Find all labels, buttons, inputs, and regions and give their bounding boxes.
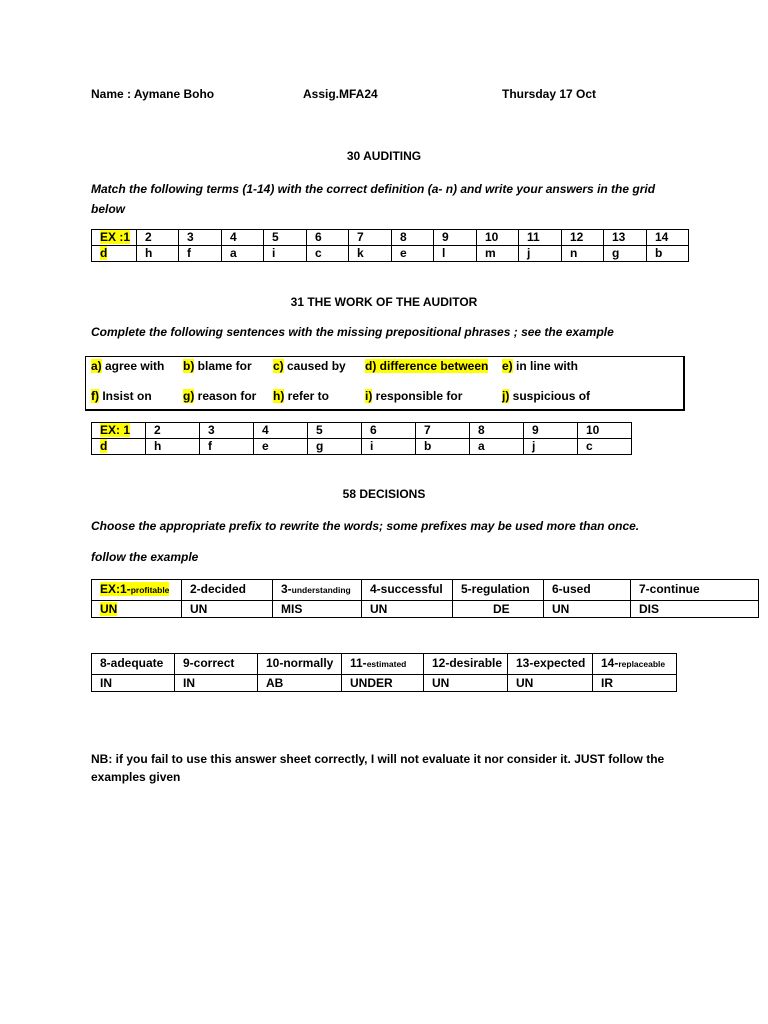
decision-row2-prefix-answer bbox=[508, 675, 593, 692]
decision-row1-prefix-answer bbox=[92, 601, 182, 618]
auditor-answer-grid bbox=[91, 422, 632, 455]
decisions-grid-row2 bbox=[91, 653, 677, 692]
phrase-option bbox=[91, 359, 164, 373]
auditing-answer-cell bbox=[647, 246, 689, 262]
auditing-term-number bbox=[137, 230, 179, 246]
auditor-sentence-number-text: 9 bbox=[532, 423, 539, 437]
auditing-term-number bbox=[477, 230, 519, 246]
decision-row1-prefix-text: DE bbox=[493, 602, 510, 616]
decision-row2-prefix-text: UNDER bbox=[350, 676, 393, 690]
auditor-answer-cell bbox=[146, 439, 200, 455]
auditing-answer-cell bbox=[264, 246, 307, 262]
auditor-sentence-number bbox=[416, 423, 470, 439]
auditor-answer-cell-text: d bbox=[100, 439, 108, 453]
auditing-term-number-text: 6 bbox=[315, 230, 322, 244]
auditor-sentence-number bbox=[578, 423, 632, 439]
auditing-answer-cell-text: n bbox=[570, 246, 578, 260]
decision-row1-word-cell bbox=[182, 580, 273, 601]
decision-row1-word-small: profitable bbox=[130, 585, 170, 595]
decision-row1-word-number: 3- bbox=[281, 582, 292, 596]
auditor-answer-cell bbox=[254, 439, 308, 455]
decision-row2-prefix-answer bbox=[342, 675, 424, 692]
phrase-option bbox=[273, 359, 346, 373]
auditing-answer-cell bbox=[137, 246, 179, 262]
decision-row1-word-cell bbox=[453, 580, 544, 601]
decision-row2-prefix-text: IN bbox=[100, 676, 112, 690]
auditing-term-number-text: 7 bbox=[357, 230, 364, 244]
auditing-answer-cell bbox=[307, 246, 349, 262]
auditor-sentence-number-text: 2 bbox=[154, 423, 161, 437]
decision-row1-prefix-answer bbox=[453, 601, 544, 618]
decision-row1-prefix-text: MIS bbox=[281, 602, 303, 616]
auditor-answer-cell bbox=[524, 439, 578, 455]
phrase-letter: c) bbox=[273, 359, 284, 373]
phrase-letter: d) difference between bbox=[365, 359, 489, 373]
phrase-text: refer to bbox=[284, 389, 330, 403]
auditor-sentence-number bbox=[92, 423, 146, 439]
phrase-text: in line with bbox=[512, 359, 579, 373]
auditing-term-number-text: 8 bbox=[400, 230, 407, 244]
section-31-title: 31 THE WORK OF THE AUDITOR bbox=[290, 295, 478, 309]
student-name: Name : Aymane Boho bbox=[91, 87, 215, 101]
section-58-title: 58 DECISIONS bbox=[342, 487, 426, 501]
auditing-term-number bbox=[392, 230, 434, 246]
phrase-letter: h) bbox=[273, 389, 285, 403]
auditor-sentence-number bbox=[524, 423, 578, 439]
auditor-sentence-number bbox=[308, 423, 362, 439]
decision-row2-prefix-text: UN bbox=[516, 676, 534, 690]
auditing-answer-cell-text: m bbox=[485, 246, 496, 260]
auditing-answer-cell bbox=[349, 246, 392, 262]
auditor-sentence-number-text: 5 bbox=[316, 423, 323, 437]
auditor-answer-cell bbox=[308, 439, 362, 455]
phrase-option bbox=[183, 389, 256, 403]
decision-row2-word-number: 12-desirable bbox=[432, 656, 503, 670]
auditing-answer-cell bbox=[434, 246, 477, 262]
auditor-answer-cell-text: e bbox=[262, 439, 269, 453]
section-58-instruction: Choose the appropriate prefix to rewrite the words; some prefixes may be used more than once. bbox=[91, 519, 640, 533]
decision-row2-word-cell bbox=[593, 654, 677, 675]
decision-row1-prefix-text: UN bbox=[370, 602, 388, 616]
decision-row2-word-cell bbox=[258, 654, 342, 675]
auditing-term-number-text: 13 bbox=[612, 230, 626, 244]
phrase-letter: b) bbox=[183, 359, 195, 373]
auditing-term-number-text: 11 bbox=[527, 230, 540, 244]
decisions-grid-row1 bbox=[91, 579, 759, 618]
auditing-term-number bbox=[222, 230, 264, 246]
phrase-text: blame for bbox=[194, 359, 252, 373]
evaluation-note: NB: if you fail to use this answer sheet correctly, I will not evaluate it nor consider it. JUST follow the examples given bbox=[91, 752, 665, 784]
auditing-answer-cell bbox=[519, 246, 562, 262]
phrase-option bbox=[91, 389, 152, 403]
phrase-letter: e) bbox=[502, 359, 513, 373]
decision-row2-word-cell bbox=[342, 654, 424, 675]
auditing-term-number-text: 10 bbox=[485, 230, 499, 244]
decision-row2-word-cell bbox=[175, 654, 258, 675]
phrase-letter: g) bbox=[183, 389, 195, 403]
auditing-answer-cell-text: i bbox=[272, 246, 276, 260]
assignment-code: Assig.MFA24 bbox=[303, 87, 378, 101]
auditing-term-number-text: EX :1 bbox=[100, 230, 131, 244]
auditing-answer-cell-text: k bbox=[357, 246, 364, 260]
decision-row2-prefix-answer bbox=[593, 675, 677, 692]
decision-row2-word-number: 13-expected bbox=[516, 656, 586, 670]
decision-row1-word-number: EX:1- bbox=[100, 582, 131, 596]
section-31-instruction: Complete the following sentences with the missing prepositional phrases ; see the example bbox=[91, 325, 614, 339]
decision-row1-prefix-text: UN bbox=[100, 602, 118, 616]
example-word-highlight bbox=[100, 582, 169, 596]
decision-row1-prefix-text: DIS bbox=[639, 602, 660, 616]
auditor-answer-cell-text: f bbox=[208, 439, 212, 453]
decision-row1-prefix-text: UN bbox=[552, 602, 570, 616]
auditing-answer-cell-text: j bbox=[527, 246, 531, 260]
auditor-sentence-number bbox=[146, 423, 200, 439]
phrase-option bbox=[365, 389, 462, 403]
section-30-instruction: Match the following terms (1-14) with the correct definition (a- n) and write your answers in the grid below bbox=[91, 182, 656, 216]
auditing-term-number-text: 12 bbox=[570, 230, 584, 244]
auditing-term-number bbox=[434, 230, 477, 246]
auditing-term-number-text: 4 bbox=[230, 230, 237, 244]
decision-row1-word-cell bbox=[362, 580, 453, 601]
auditing-answer-cell-text: g bbox=[612, 246, 620, 260]
auditing-answer-cell bbox=[562, 246, 604, 262]
decision-row1-prefix-answer bbox=[631, 601, 759, 618]
auditor-answer-cell-text: c bbox=[586, 439, 593, 453]
decision-row2-prefix-answer bbox=[175, 675, 258, 692]
auditor-sentence-number-text: 7 bbox=[424, 423, 431, 437]
auditing-term-number-text: 14 bbox=[655, 230, 669, 244]
decision-row1-word-number: 6-used bbox=[552, 582, 591, 596]
auditing-term-number bbox=[519, 230, 562, 246]
phrase-text: caused by bbox=[283, 359, 346, 373]
auditing-term-number bbox=[307, 230, 349, 246]
auditor-sentence-number-text: EX: 1 bbox=[100, 423, 131, 437]
decision-row2-prefix-answer bbox=[424, 675, 508, 692]
decision-row2-word-number: 11- bbox=[350, 656, 367, 670]
auditor-answer-cell bbox=[92, 439, 146, 455]
phrase-letter: a) bbox=[91, 359, 102, 373]
decision-row2-word-number: 9-correct bbox=[183, 656, 235, 670]
decision-row2-word-small: replaceable bbox=[618, 659, 666, 669]
auditor-sentence-number-text: 3 bbox=[208, 423, 215, 437]
auditor-answer-cell bbox=[362, 439, 416, 455]
auditor-answer-cell-text: a bbox=[478, 439, 485, 453]
phrase-text: responsible for bbox=[372, 389, 463, 403]
decision-row2-prefix-text: IR bbox=[601, 676, 613, 690]
auditing-answer-cell-text: d bbox=[100, 246, 108, 260]
auditing-answer-cell-text: c bbox=[315, 246, 322, 260]
auditing-answer-cell-text: f bbox=[187, 246, 191, 260]
auditing-term-number bbox=[647, 230, 689, 246]
decision-row1-word-cell bbox=[544, 580, 631, 601]
auditing-term-number bbox=[562, 230, 604, 246]
auditor-answer-cell bbox=[200, 439, 254, 455]
phrase-option bbox=[273, 389, 329, 403]
auditing-answer-cell-text: b bbox=[655, 246, 663, 260]
auditor-answer-cell-text: g bbox=[316, 439, 324, 453]
auditor-sentence-number-text: 10 bbox=[586, 423, 600, 437]
decision-row1-prefix-text: UN bbox=[190, 602, 208, 616]
auditor-answer-cell-text: h bbox=[154, 439, 162, 453]
decision-row1-word-cell bbox=[92, 580, 182, 601]
phrase-option bbox=[183, 359, 252, 373]
auditing-term-number bbox=[604, 230, 647, 246]
auditor-sentence-number bbox=[470, 423, 524, 439]
decision-row2-prefix-text: IN bbox=[183, 676, 195, 690]
auditing-term-number-text: 2 bbox=[145, 230, 152, 244]
auditor-answer-cell bbox=[470, 439, 524, 455]
section-30-title: 30 AUDITING bbox=[346, 149, 422, 163]
auditing-term-number-text: 5 bbox=[272, 230, 279, 244]
auditing-answer-grid bbox=[91, 229, 689, 262]
phrase-text: Insist on bbox=[99, 389, 152, 403]
auditor-answer-cell-text: i bbox=[370, 439, 374, 453]
decision-row1-prefix-answer bbox=[362, 601, 453, 618]
auditing-term-number bbox=[92, 230, 137, 246]
auditing-term-number bbox=[349, 230, 392, 246]
section-58-example-note: follow the example bbox=[91, 550, 199, 564]
phrase-option bbox=[502, 389, 590, 403]
phrase-text: agree with bbox=[101, 359, 165, 373]
phrase-text: reason for bbox=[194, 389, 257, 403]
assignment-date: Thursday 17 Oct bbox=[502, 87, 597, 101]
auditing-term-number-text: 9 bbox=[442, 230, 449, 244]
decision-row2-prefix-answer bbox=[258, 675, 342, 692]
phrase-letter: j) bbox=[502, 389, 510, 403]
auditing-answer-cell bbox=[604, 246, 647, 262]
decision-row1-word-number: 2-decided bbox=[190, 582, 247, 596]
auditing-answer-cell-text: a bbox=[230, 246, 237, 260]
phrase-option bbox=[365, 359, 488, 373]
decision-row1-word-number: 5-regulation bbox=[461, 582, 530, 596]
decision-row2-word-small: estimated bbox=[366, 659, 407, 669]
auditor-sentence-number bbox=[254, 423, 308, 439]
decision-row2-prefix-text: AB bbox=[266, 676, 284, 690]
auditing-answer-cell bbox=[477, 246, 519, 262]
decision-row1-word-cell bbox=[631, 580, 759, 601]
decision-row1-word-cell bbox=[273, 580, 362, 601]
decision-row2-prefix-text: UN bbox=[432, 676, 450, 690]
auditor-answer-cell bbox=[416, 439, 470, 455]
phrase-option bbox=[502, 359, 578, 373]
auditing-answer-cell bbox=[179, 246, 222, 262]
decision-row1-word-number: 7-continue bbox=[639, 582, 700, 596]
auditor-sentence-number-text: 8 bbox=[478, 423, 485, 437]
decision-row2-word-number: 10-normally bbox=[266, 656, 334, 670]
auditing-answer-cell bbox=[222, 246, 264, 262]
auditing-answer-cell bbox=[392, 246, 434, 262]
auditor-sentence-number-text: 4 bbox=[262, 423, 269, 437]
decision-row2-prefix-answer bbox=[92, 675, 175, 692]
auditing-answer-cell-text: e bbox=[400, 246, 407, 260]
decision-row1-word-small: understanding bbox=[291, 585, 351, 595]
auditor-answer-cell-text: j bbox=[532, 439, 536, 453]
decision-row2-word-number: 14- bbox=[601, 656, 619, 670]
phrase-letter: f) bbox=[91, 389, 99, 403]
decision-row1-word-number: 4-successful bbox=[370, 582, 443, 596]
decision-row2-word-cell bbox=[424, 654, 508, 675]
auditing-answer-cell-text: l bbox=[442, 246, 446, 260]
auditing-answer-cell-text: h bbox=[145, 246, 153, 260]
auditor-answer-cell bbox=[578, 439, 632, 455]
auditor-sentence-number bbox=[362, 423, 416, 439]
phrase-text: suspicious of bbox=[509, 389, 591, 403]
decision-row2-word-number: 8-adequate bbox=[100, 656, 164, 670]
auditing-term-number bbox=[264, 230, 307, 246]
decision-row2-word-cell bbox=[508, 654, 593, 675]
decision-row1-prefix-answer bbox=[182, 601, 273, 618]
decision-row1-prefix-answer bbox=[273, 601, 362, 618]
auditor-sentence-number-text: 6 bbox=[370, 423, 377, 437]
decision-row2-word-cell bbox=[92, 654, 175, 675]
auditing-answer-cell bbox=[92, 246, 137, 262]
auditor-sentence-number bbox=[200, 423, 254, 439]
auditing-term-number-text: 3 bbox=[187, 230, 194, 244]
auditing-term-number bbox=[179, 230, 222, 246]
phrase-letter: i) bbox=[365, 389, 373, 403]
decision-row1-prefix-answer bbox=[544, 601, 631, 618]
auditor-answer-cell-text: b bbox=[424, 439, 432, 453]
